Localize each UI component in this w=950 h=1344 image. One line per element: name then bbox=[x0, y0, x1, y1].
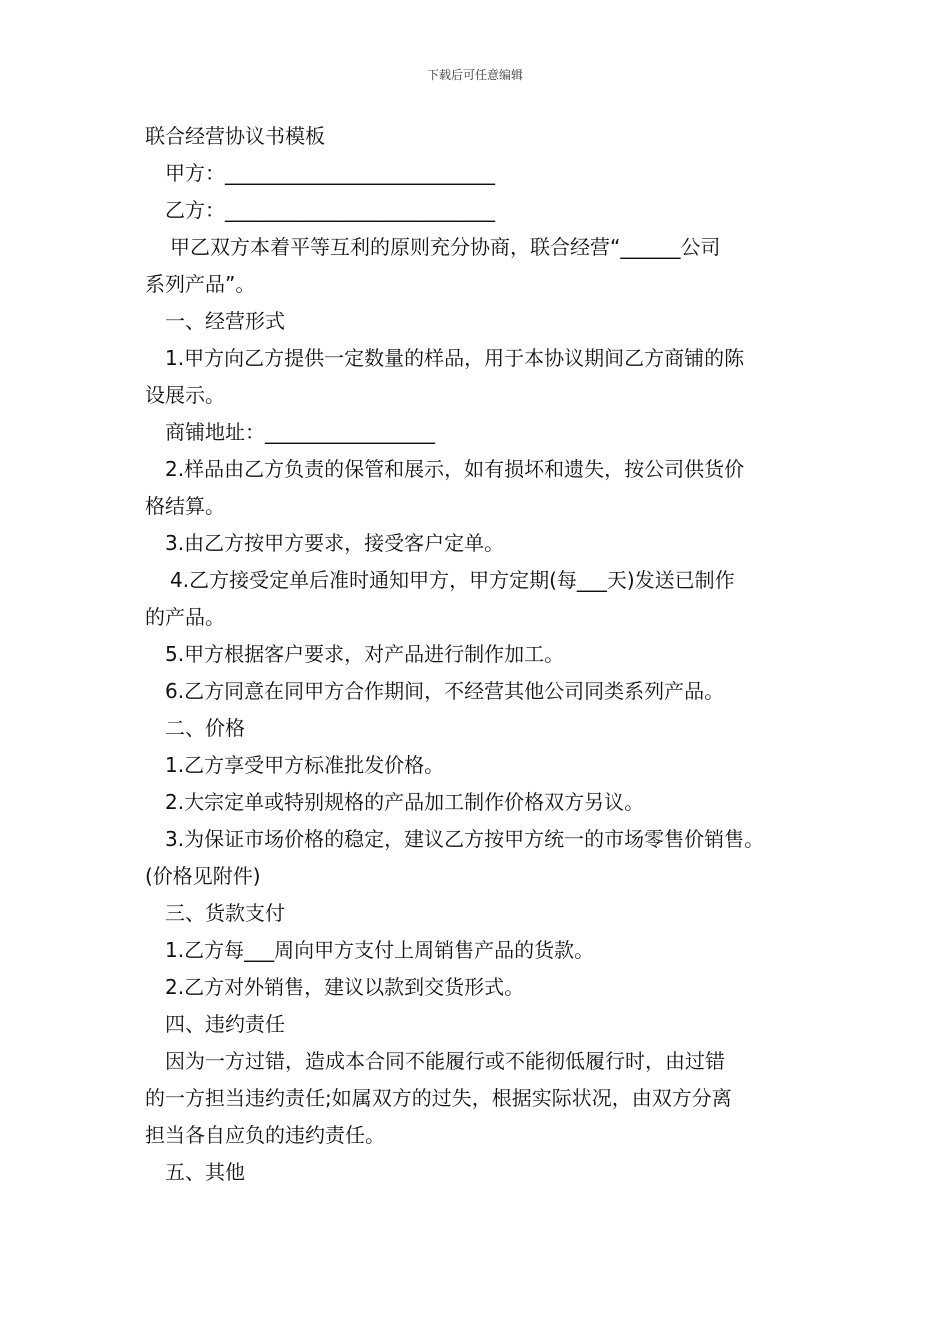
clause-2-1: 1.乙方享受甲方标准批发价格。 bbox=[165, 753, 445, 777]
clause-2-2: 2.大宗定单或特别规格的产品加工制作价格双方另议。 bbox=[165, 790, 645, 814]
clause-1-5: 5.甲方根据客户要求，对产品进行制作加工。 bbox=[165, 642, 565, 666]
clause-2-3-line-2: (价格见附件) bbox=[145, 864, 261, 888]
clause-1-3: 3.由乙方按甲方要求，接受客户定单。 bbox=[165, 531, 505, 555]
party-b-line: 乙方：___________________________ bbox=[165, 198, 495, 222]
section-2-heading: 二、价格 bbox=[165, 716, 245, 740]
section-3-heading: 三、货款支付 bbox=[165, 901, 285, 925]
clause-1-2-line-2: 格结算。 bbox=[145, 494, 225, 518]
clause-3-2: 2.乙方对外销售，建议以款到交货形式。 bbox=[165, 975, 525, 999]
clause-1-4-line-2: 的产品。 bbox=[145, 605, 225, 629]
shop-address-line: 商铺地址：_________________ bbox=[165, 420, 435, 444]
document-body bbox=[145, 118, 825, 1191]
section-5-heading: 五、其他 bbox=[165, 1160, 245, 1184]
clause-1-4-line-1: 4.乙方接受定单后准时通知甲方，甲方定期(每___天)发送已制作 bbox=[170, 568, 735, 592]
clause-4-line-2: 的一方担当违约责任;如属双方的过失，根据实际状况，由双方分离 bbox=[145, 1086, 732, 1110]
clause-2-3-line-1: 3.为保证市场价格的稳定，建议乙方按甲方统一的市场零售价销售。 bbox=[165, 827, 765, 851]
clause-3-1: 1.乙方每___周向甲方支付上周销售产品的货款。 bbox=[165, 938, 595, 962]
clause-1-1-line-1: 1.甲方向乙方提供一定数量的样品，用于本协议期间乙方商铺的陈 bbox=[165, 346, 745, 370]
clause-1-6: 6.乙方同意在同甲方合作期间，不经营其他公司同类系列产品。 bbox=[165, 679, 725, 703]
clause-4-line-1: 因为一方过错，造成本合同不能履行或不能彻低履行时，由过错 bbox=[165, 1049, 725, 1073]
document-title: 联合经营协议书模板 bbox=[145, 124, 325, 148]
section-4-heading: 四、违约责任 bbox=[165, 1012, 285, 1036]
party-a-line: 甲方：___________________________ bbox=[165, 161, 495, 185]
page-header: 下载后可任意编辑 bbox=[426, 68, 523, 82]
intro-paragraph-line-2: 系列产品”。 bbox=[145, 272, 256, 296]
intro-paragraph-line-1: 甲乙双方本着平等互利的原则充分协商，联合经营“______公司 bbox=[170, 235, 721, 259]
clause-4-line-3: 担当各自应负的违约责任。 bbox=[145, 1123, 385, 1147]
clause-1-1-line-2: 设展示。 bbox=[145, 383, 225, 407]
section-1-heading: 一、经营形式 bbox=[165, 309, 285, 333]
clause-1-2-line-1: 2.样品由乙方负责的保管和展示，如有损坏和遗失，按公司供货价 bbox=[165, 457, 745, 481]
